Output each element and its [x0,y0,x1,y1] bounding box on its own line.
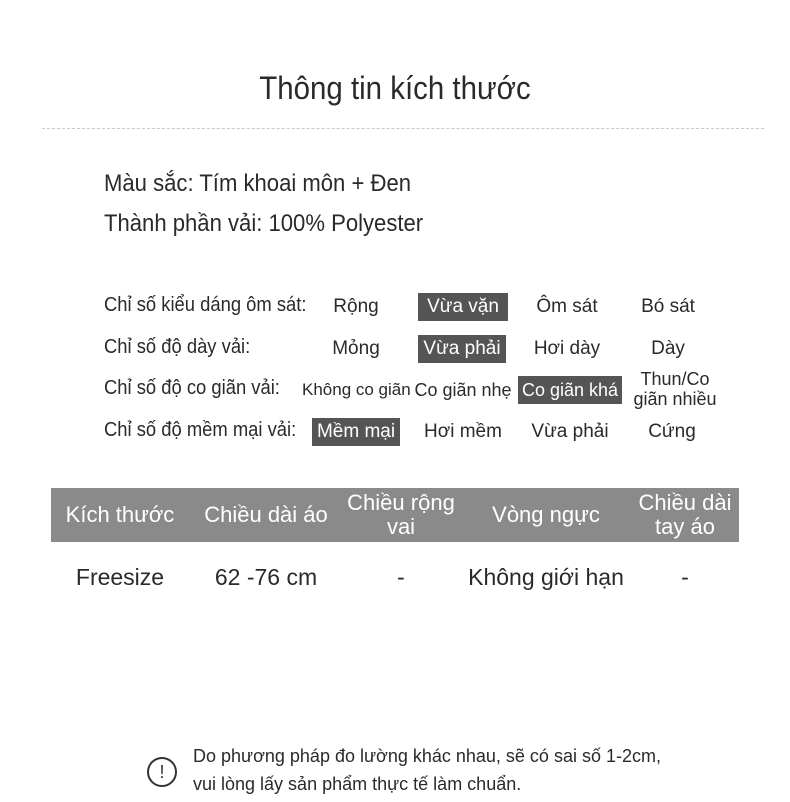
page-title: Thông tin kích thước [259,70,531,106]
thickness-option-medium: Vừa phải [418,335,506,363]
color-info: Màu sắc: Tím khoai môn + Đen [104,170,412,197]
dashed-divider [42,128,764,129]
cell-chest: Không giới hạn [468,563,624,590]
fit-option-slim: Ôm sát [536,296,598,317]
softness-option-soft: Mềm mại [312,418,400,446]
stretch-option-high: Thun/Co giãn nhiều [633,369,717,409]
header-length: Chiều dài áo [204,502,328,527]
header-size: Kích thước [65,502,175,527]
header-sleeve-length: Chiều dài tay áo [638,490,732,539]
fit-option-tight: Bó sát [641,296,695,317]
cell-size: Freesize [75,563,165,590]
header-shoulder-width: Chiều rộng vai [347,490,455,539]
fit-option-regular: Vừa vặn [418,293,508,321]
size-table-header [51,488,739,542]
fit-index-label: Chỉ số kiểu dáng ôm sát: [104,294,307,316]
stretch-option-light: Co giãn nhẹ [414,380,512,400]
header-chest: Vòng ngực [492,502,600,527]
thickness-option-thin: Mỏng [332,338,380,359]
cell-length: 62 -76 cm [214,563,318,590]
cell-shoulder-width: - [397,563,405,590]
fabric-info: Thành phần vải: 100% Polyester [104,210,424,237]
cell-sleeve-length: - [681,563,689,590]
note-line-2: vui lòng lấy sản phẩm thực tế làm chuẩn. [193,774,522,794]
thickness-option-thick: Dày [651,338,685,359]
softness-option-stiff: Cứng [648,421,696,442]
stretch-index-label: Chỉ số độ co giãn vải: [104,377,280,399]
exclamation-circle-icon: ! [147,757,177,787]
softness-option-medium: Vừa phải [531,421,609,442]
thickness-index-label: Chỉ số độ dày vải: [104,336,251,358]
softness-option-slightly-soft: Hơi mềm [424,421,502,442]
note-line-1: Do phương pháp đo lường khác nhau, sẽ có sai số 1-2cm, [193,746,661,766]
stretch-option-none: Không co giãn [302,380,411,399]
fit-option-loose: Rộng [333,296,379,317]
stretch-option-fair: Co giãn khá [518,376,622,404]
thickness-option-slightly-thick: Hơi dày [533,338,601,359]
softness-index-label: Chỉ số độ mềm mại vải: [104,419,297,441]
